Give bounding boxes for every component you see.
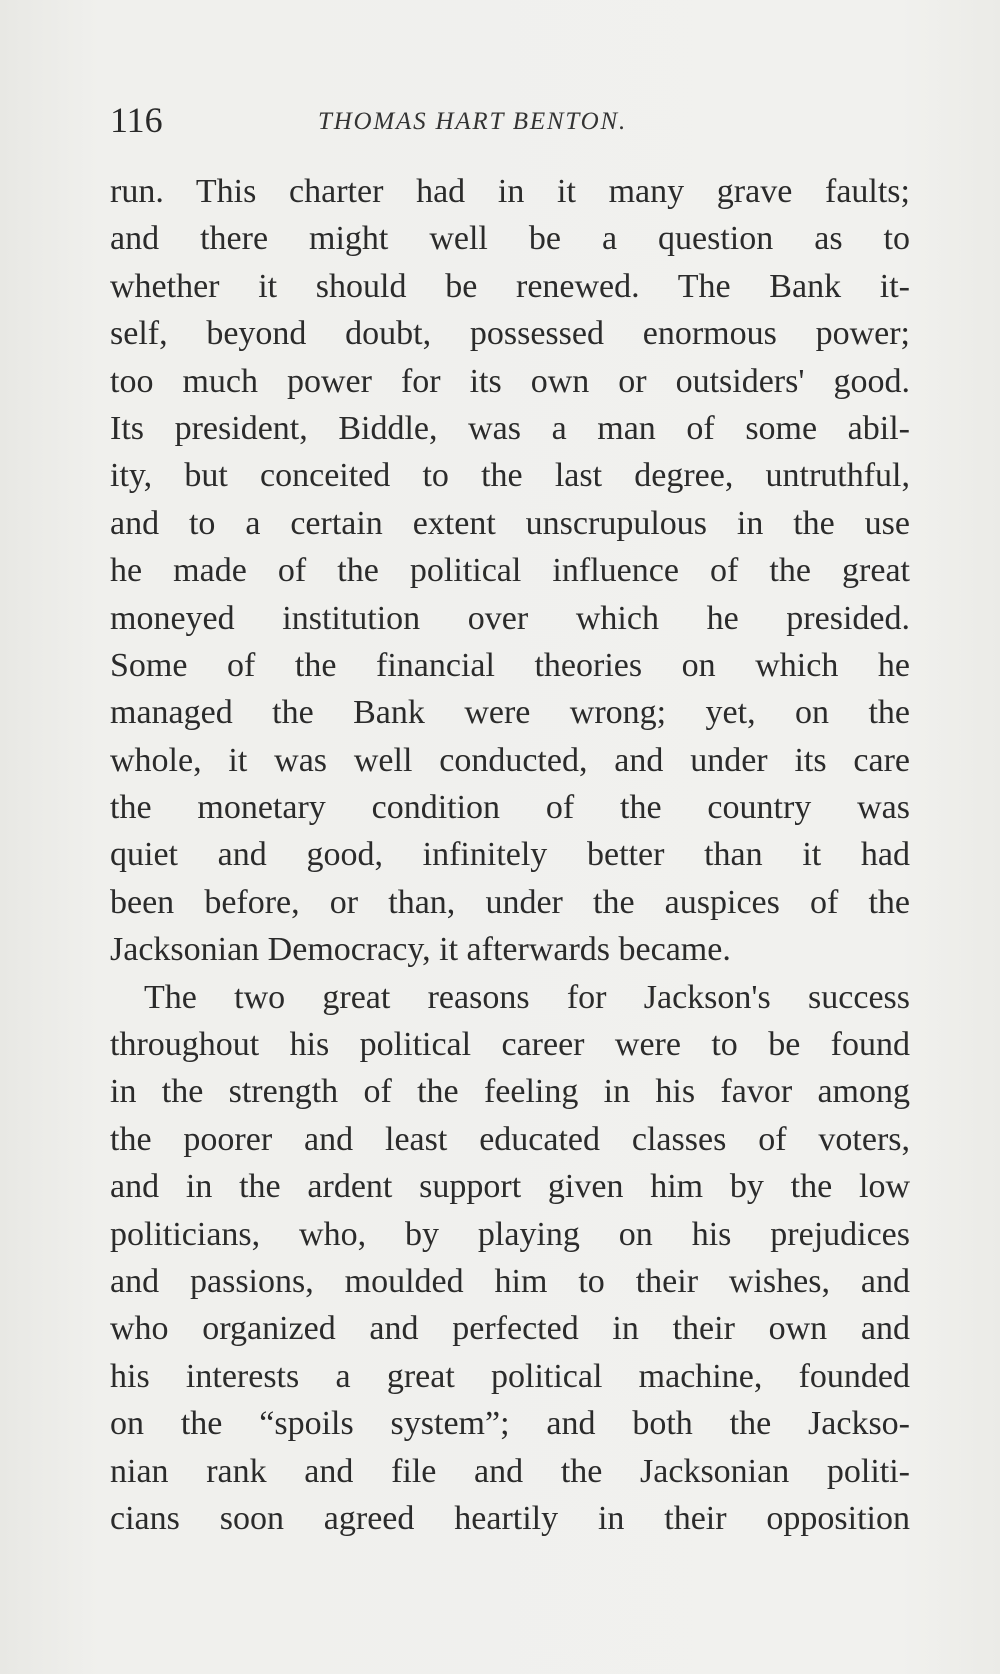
text-line: and there might well be a question as to [110,220,910,258]
running-title: THOMAS HART BENTON. [318,108,628,135]
body-text [110,168,910,1542]
page-number: 116 [110,100,163,140]
text-line: been before, or than, under the auspices of the [110,883,910,921]
text-line: he made of the political influence of the great [110,552,910,590]
text-line: on the “spoils system”; and both the Jackso- [110,1405,910,1443]
text-line: in the strength of the feeling in his favor among [110,1073,910,1111]
text-line: too much power for its own or outsiders' good. [110,362,910,400]
text-line: the monetary condition of the country was [110,789,910,827]
text-line: moneyed institution over which he presided. [110,599,910,637]
text-line: and passions, moulded him to their wishes, and [110,1262,910,1300]
text-line: nian rank and file and the Jacksonian politi- [110,1452,910,1490]
paragraph-1 [110,168,910,974]
text-line: politicians, who, by playing on his prejudices [110,1215,910,1253]
text-line: Jacksonian Democracy, it afterwards became. [110,931,731,969]
text-line: whole, it was well conducted, and under its care [110,741,910,779]
text-line: self, beyond doubt, possessed enormous power; [110,315,910,353]
text-line: run. This charter had in it many grave faults; [110,173,910,210]
text-line: who organized and perfected in their own and [110,1310,910,1348]
page-header [110,98,910,142]
text-line: The two great reasons for Jackson's success [144,978,910,1016]
text-line: cians soon agreed heartily in their opposition [110,1499,910,1537]
paragraph-2 [110,974,910,1543]
text-line: his interests a great political machine, founded [110,1357,910,1395]
text-line: throughout his political career were to be found [110,1026,910,1064]
text-line: Some of the financial theories on which he [110,646,910,684]
text-line: and in the ardent support given him by the low [110,1168,910,1206]
text-line: managed the Bank were wrong; yet, on the [110,694,910,732]
text-line: ity, but conceited to the last degree, untruthful, [110,457,910,495]
text-line: quiet and good, infinitely better than it had [110,836,910,874]
text-line: Its president, Biddle, was a man of some abil- [110,409,910,447]
text-line: whether it should be renewed. The Bank it- [110,267,910,305]
text-line: and to a certain extent unscrupulous in the use [110,504,910,542]
text-line: the poorer and least educated classes of voters, [110,1120,910,1158]
